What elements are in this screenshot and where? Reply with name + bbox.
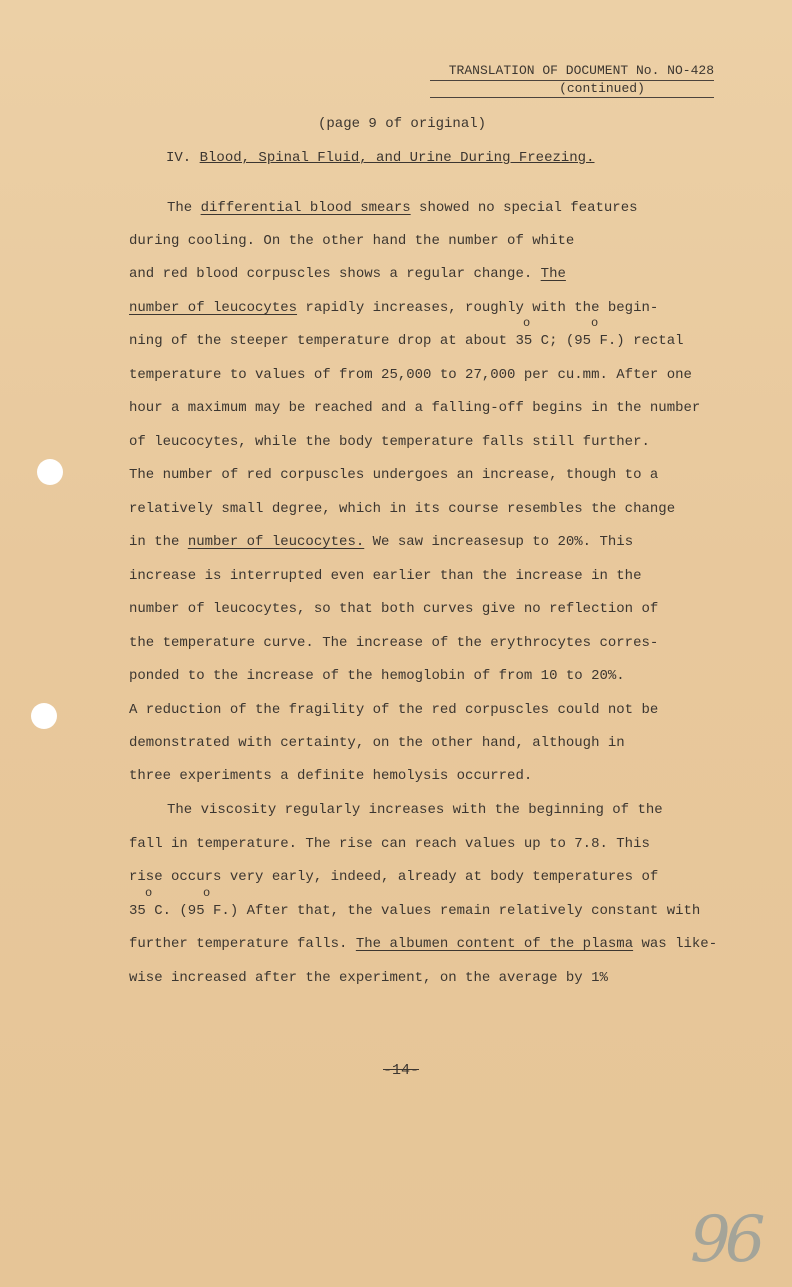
text-line: the temperature curve. The increase of the erythrocytes corres- bbox=[129, 635, 659, 651]
degree-mark: o bbox=[145, 886, 153, 900]
punch-hole bbox=[37, 459, 63, 485]
header-rule bbox=[430, 97, 714, 98]
text-line: The differential blood smears showed no special features bbox=[167, 200, 638, 216]
text-line: in the number of leucocytes. We saw increasesup to 20%. This bbox=[129, 534, 634, 550]
text-line: during cooling. On the other hand the number of white bbox=[129, 233, 575, 249]
text-line: increase is interrupted even earlier than the increase in the bbox=[129, 568, 642, 584]
text-line: ning of the steeper temperature drop at about 35 C; (95 F.) rectal bbox=[129, 333, 684, 349]
header-continued: (continued) bbox=[559, 81, 645, 96]
section-title: Blood, Spinal Fluid, and Urine During Freezing. bbox=[199, 150, 595, 166]
text-line: number of leucocytes rapidly increases, roughly with the begin- bbox=[129, 300, 659, 316]
punch-hole bbox=[31, 703, 57, 729]
degree-mark: o bbox=[203, 886, 211, 900]
degree-mark: o bbox=[591, 316, 599, 330]
page-reference: (page 9 of original) bbox=[318, 116, 487, 132]
page-number: -14- bbox=[383, 1062, 420, 1079]
handwritten-page-number: 96 bbox=[690, 1203, 760, 1277]
header-title: TRANSLATION OF DOCUMENT No. NO-428 bbox=[430, 63, 714, 81]
text-line: of leucocytes, while the body temperature falls still further. bbox=[129, 434, 650, 450]
text-line: and red blood corpuscles shows a regular change. The bbox=[129, 266, 566, 282]
text-line: hour a maximum may be reached and a falling-off begins in the number bbox=[129, 400, 701, 416]
text-line: temperature to values of from 25,000 to 27,000 per cu.mm. After one bbox=[129, 367, 692, 383]
text-line: number of leucocytes, so that both curves give no reflection of bbox=[129, 601, 659, 617]
document-header bbox=[430, 63, 714, 97]
section-number: IV. bbox=[166, 150, 192, 166]
text-line: three experiments a definite hemolysis occurred. bbox=[129, 768, 533, 784]
text-line: further temperature falls. The albumen content of the plasma was like- bbox=[129, 936, 718, 952]
text-line: The number of red corpuscles undergoes an increase, though to a bbox=[129, 467, 659, 483]
text-line: fall in temperature. The rise can reach values up to 7.8. This bbox=[129, 836, 650, 852]
text-line: demonstrated with certainty, on the other hand, although in bbox=[129, 735, 625, 751]
text-line: A reduction of the fragility of the red corpuscles could not be bbox=[129, 702, 659, 718]
text-line: The viscosity regularly increases with the beginning of the bbox=[167, 802, 663, 818]
text-line: wise increased after the experiment, on the average by 1% bbox=[129, 970, 608, 986]
text-line: rise occurs very early, indeed, already at body temperatures of bbox=[129, 869, 659, 885]
text-line: relatively small degree, which in its course resembles the change bbox=[129, 501, 676, 517]
degree-mark: o bbox=[523, 316, 531, 330]
text-line: 35 C. (95 F.) After that, the values remain relatively constant with bbox=[129, 903, 701, 919]
text-line: ponded to the increase of the hemoglobin of from 10 to 20%. bbox=[129, 668, 625, 684]
section-heading bbox=[166, 150, 595, 166]
